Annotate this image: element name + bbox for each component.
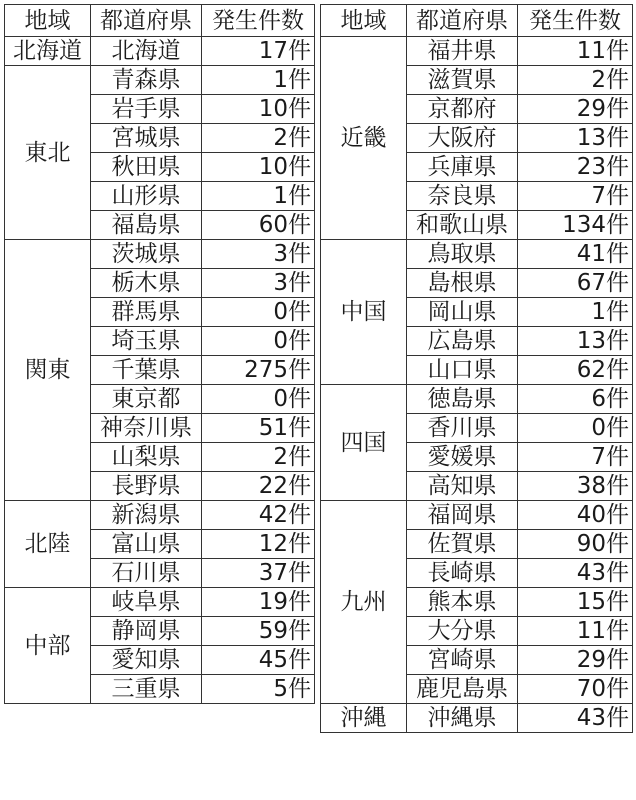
count-cell: 70件 [518, 675, 633, 704]
count-cell: 3件 [202, 269, 315, 298]
region-cell: 北陸 [5, 501, 91, 588]
prefecture-cell: 山形県 [91, 182, 202, 211]
count-cell: 0件 [518, 414, 633, 443]
header-count: 発生件数 [202, 5, 315, 37]
prefecture-cell: 岡山県 [407, 298, 518, 327]
prefecture-cell: 群馬県 [91, 298, 202, 327]
prefecture-cell: 兵庫県 [407, 153, 518, 182]
count-cell: 10件 [202, 153, 315, 182]
count-cell: 7件 [518, 182, 633, 211]
count-cell: 5件 [202, 675, 315, 704]
prefecture-cell: 福島県 [91, 211, 202, 240]
prefecture-cell: 長野県 [91, 472, 202, 501]
count-cell: 7件 [518, 443, 633, 472]
region-cell: 中部 [5, 588, 91, 704]
prefecture-cell: 宮城県 [91, 124, 202, 153]
table-row [321, 385, 633, 414]
prefecture-cell: 長崎県 [407, 559, 518, 588]
prefecture-cell: 三重県 [91, 675, 202, 704]
count-cell: 59件 [202, 617, 315, 646]
count-cell: 43件 [518, 704, 633, 733]
prefecture-cell: 宮崎県 [407, 646, 518, 675]
prefecture-cell: 大分県 [407, 617, 518, 646]
count-cell: 3件 [202, 240, 315, 269]
header-count: 発生件数 [518, 5, 633, 37]
prefecture-cell: 千葉県 [91, 356, 202, 385]
count-cell: 13件 [518, 327, 633, 356]
table-row [321, 37, 633, 66]
table-row [5, 588, 315, 617]
count-cell: 11件 [518, 617, 633, 646]
count-cell: 29件 [518, 646, 633, 675]
prefecture-cell: 愛媛県 [407, 443, 518, 472]
prefecture-cell: 富山県 [91, 530, 202, 559]
table-row [5, 501, 315, 530]
prefecture-cell: 高知県 [407, 472, 518, 501]
prefecture-cell: 佐賀県 [407, 530, 518, 559]
region-cell: 近畿 [321, 37, 407, 240]
prefecture-cell: 北海道 [91, 37, 202, 66]
count-cell: 0件 [202, 298, 315, 327]
prefecture-cell: 福井県 [407, 37, 518, 66]
prefecture-cell: 青森県 [91, 66, 202, 95]
prefecture-cell: 静岡県 [91, 617, 202, 646]
prefecture-cell: 奈良県 [407, 182, 518, 211]
region-cell: 北海道 [5, 37, 91, 66]
prefecture-cell: 京都府 [407, 95, 518, 124]
count-cell: 1件 [202, 182, 315, 211]
table-row [321, 501, 633, 530]
count-cell: 2件 [202, 124, 315, 153]
count-cell: 17件 [202, 37, 315, 66]
header-region: 地域 [5, 5, 91, 37]
prefecture-cell: 岩手県 [91, 95, 202, 124]
count-cell: 42件 [202, 501, 315, 530]
prefecture-cell: 山口県 [407, 356, 518, 385]
count-cell: 2件 [202, 443, 315, 472]
count-cell: 2件 [518, 66, 633, 95]
count-cell: 38件 [518, 472, 633, 501]
count-cell: 15件 [518, 588, 633, 617]
prefecture-cell: 沖縄県 [407, 704, 518, 733]
count-cell: 0件 [202, 385, 315, 414]
count-cell: 275件 [202, 356, 315, 385]
prefecture-cell: 秋田県 [91, 153, 202, 182]
region-cell: 関東 [5, 240, 91, 501]
count-cell: 23件 [518, 153, 633, 182]
count-cell: 67件 [518, 269, 633, 298]
region-cell: 沖縄 [321, 704, 407, 733]
header-region: 地域 [321, 5, 407, 37]
count-cell: 1件 [202, 66, 315, 95]
table-row [321, 704, 633, 733]
prefecture-cell: 埼玉県 [91, 327, 202, 356]
count-cell: 11件 [518, 37, 633, 66]
region-cell: 九州 [321, 501, 407, 704]
prefecture-cell: 徳島県 [407, 385, 518, 414]
prefecture-cell: 岐阜県 [91, 588, 202, 617]
prefecture-cell: 福岡県 [407, 501, 518, 530]
prefecture-cell: 東京都 [91, 385, 202, 414]
prefecture-cell: 石川県 [91, 559, 202, 588]
prefecture-cell: 愛知県 [91, 646, 202, 675]
region-cell: 東北 [5, 66, 91, 240]
count-cell: 51件 [202, 414, 315, 443]
right-incident-table [320, 4, 633, 733]
prefecture-cell: 島根県 [407, 269, 518, 298]
count-cell: 40件 [518, 501, 633, 530]
header-row [321, 5, 633, 37]
header-prefecture: 都道府県 [407, 5, 518, 37]
table-row [5, 66, 315, 95]
count-cell: 6件 [518, 385, 633, 414]
table-row [5, 37, 315, 66]
prefecture-cell: 広島県 [407, 327, 518, 356]
region-cell: 中国 [321, 240, 407, 385]
prefecture-cell: 滋賀県 [407, 66, 518, 95]
prefecture-cell: 新潟県 [91, 501, 202, 530]
count-cell: 1件 [518, 298, 633, 327]
header-row [5, 5, 315, 37]
count-cell: 41件 [518, 240, 633, 269]
prefecture-cell: 大阪府 [407, 124, 518, 153]
prefecture-cell: 山梨県 [91, 443, 202, 472]
table-row [321, 240, 633, 269]
prefecture-cell: 神奈川県 [91, 414, 202, 443]
header-prefecture: 都道府県 [91, 5, 202, 37]
count-cell: 60件 [202, 211, 315, 240]
prefecture-cell: 茨城県 [91, 240, 202, 269]
left-incident-table [4, 4, 315, 704]
prefecture-cell: 鳥取県 [407, 240, 518, 269]
count-cell: 45件 [202, 646, 315, 675]
count-cell: 90件 [518, 530, 633, 559]
table-row [5, 240, 315, 269]
count-cell: 43件 [518, 559, 633, 588]
region-cell: 四国 [321, 385, 407, 501]
count-cell: 19件 [202, 588, 315, 617]
prefecture-cell: 熊本県 [407, 588, 518, 617]
count-cell: 22件 [202, 472, 315, 501]
count-cell: 62件 [518, 356, 633, 385]
count-cell: 10件 [202, 95, 315, 124]
prefecture-cell: 鹿児島県 [407, 675, 518, 704]
prefecture-cell: 和歌山県 [407, 211, 518, 240]
count-cell: 13件 [518, 124, 633, 153]
count-cell: 134件 [518, 211, 633, 240]
count-cell: 37件 [202, 559, 315, 588]
prefecture-cell: 栃木県 [91, 269, 202, 298]
count-cell: 0件 [202, 327, 315, 356]
count-cell: 29件 [518, 95, 633, 124]
prefecture-cell: 香川県 [407, 414, 518, 443]
count-cell: 12件 [202, 530, 315, 559]
